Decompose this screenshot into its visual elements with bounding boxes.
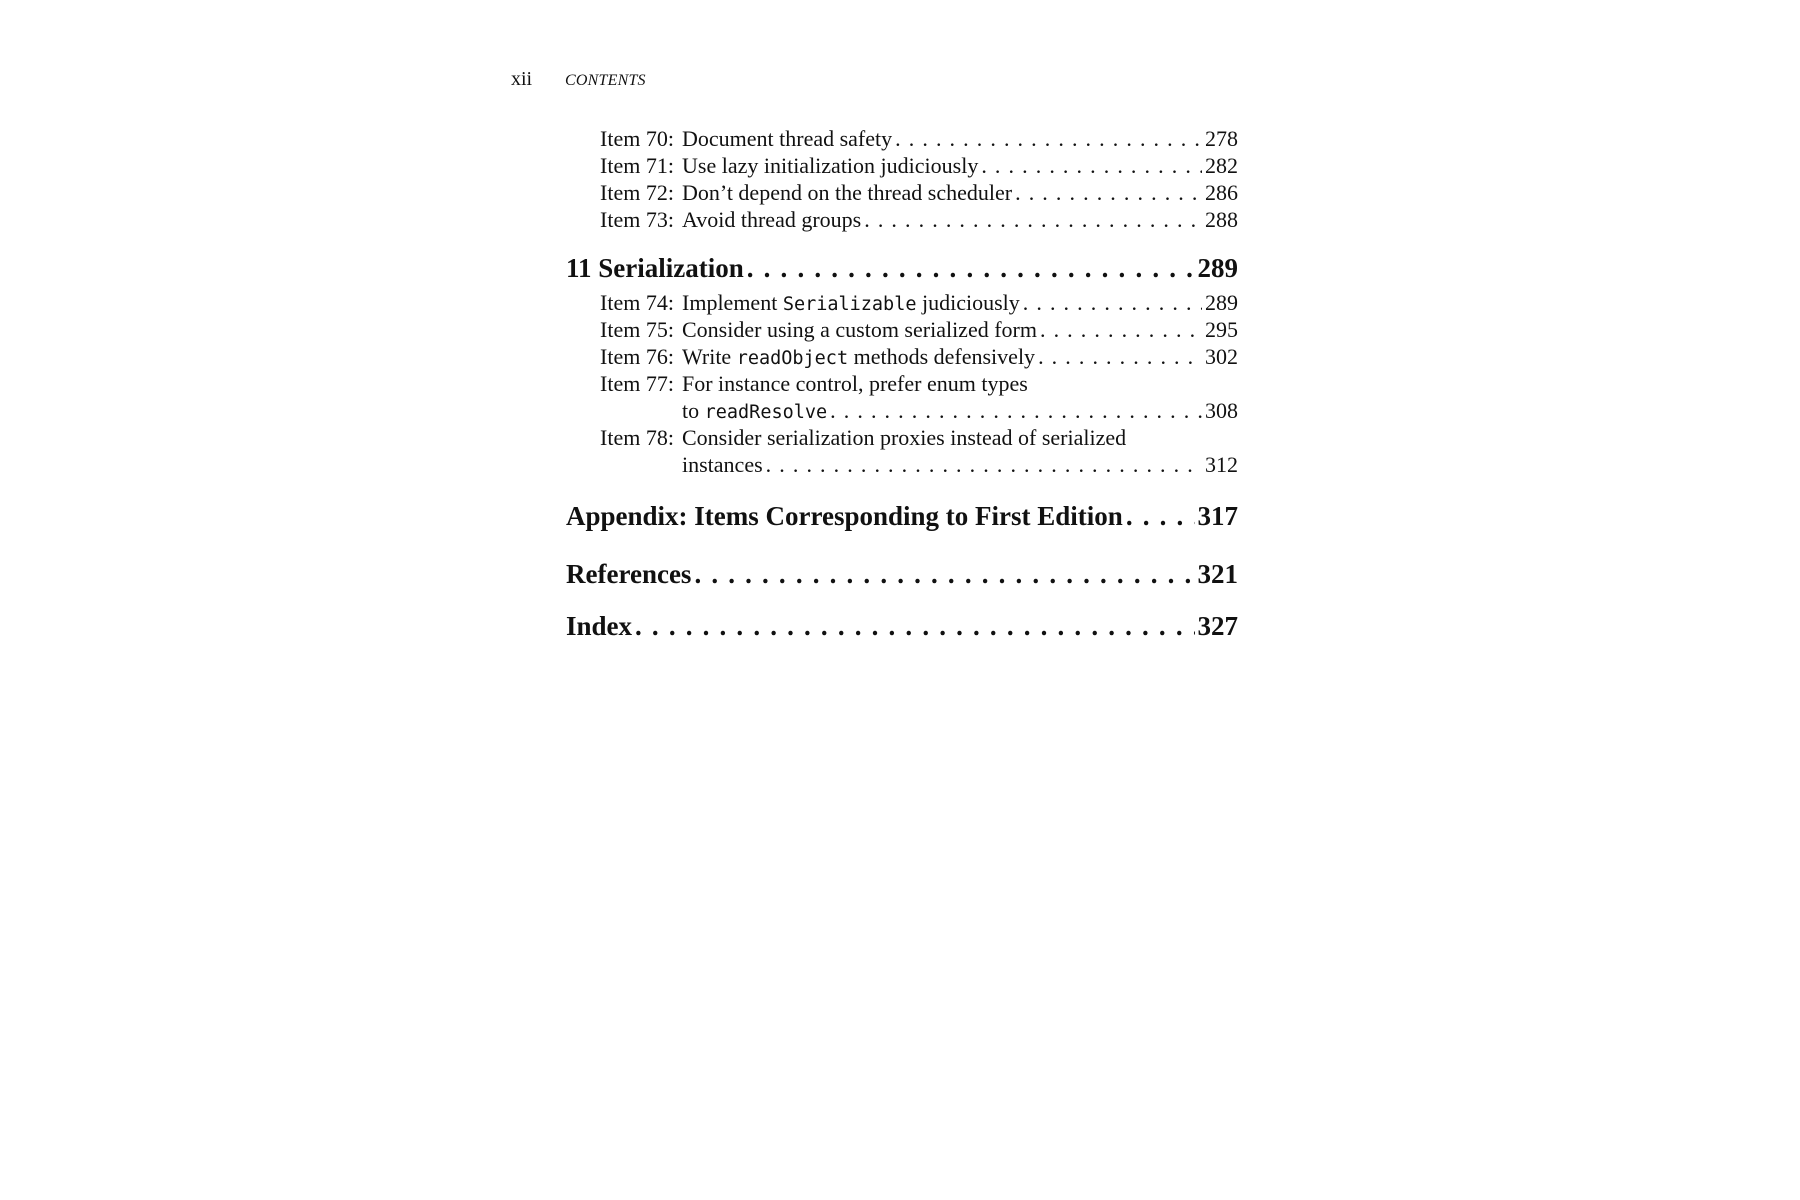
page-number: 295 — [1205, 317, 1238, 342]
dot-leader — [635, 611, 1194, 642]
toc-chapter-11[interactable] — [566, 253, 1238, 289]
appendix-title: Appendix: Items Corresponding to First Edition — [566, 501, 1123, 531]
item-code: Serializable — [782, 294, 917, 315]
item-title: Don’t depend on the thread scheduler — [682, 180, 1013, 205]
chapter-title: 11 Serialization — [566, 253, 744, 283]
item-code: readResolve — [704, 402, 828, 423]
item-title: For instance control, prefer enum types — [682, 371, 1028, 396]
page-number: 327 — [1197, 611, 1238, 641]
dot-leader — [766, 452, 1202, 478]
item-title-post: methods defensively — [853, 344, 1036, 369]
toc-item-70[interactable] — [566, 126, 1238, 153]
toc-item-78[interactable] — [566, 425, 1238, 452]
dot-leader — [747, 253, 1195, 284]
item-title-pre: Write — [682, 344, 732, 369]
page-folio: xii — [511, 68, 533, 90]
page-number: 289 — [1197, 253, 1238, 283]
page-number: 286 — [1205, 180, 1238, 205]
references-title: References — [566, 559, 692, 589]
page-number: 302 — [1205, 344, 1238, 369]
item-label: Item 71: — [600, 153, 674, 178]
page-number: 321 — [1197, 559, 1238, 589]
page-number: 312 — [1205, 452, 1238, 477]
dot-leader — [1038, 344, 1202, 370]
item-label: Item 73: — [600, 207, 674, 232]
toc-appendix[interactable] — [566, 501, 1238, 537]
toc-item-71[interactable] — [566, 153, 1238, 180]
item-title: Consider serialization proxies instead of serialized — [682, 425, 1127, 450]
toc-index[interactable] — [566, 611, 1238, 647]
item-code: readObject — [736, 348, 849, 369]
running-head — [511, 68, 646, 94]
toc-references[interactable] — [566, 559, 1238, 595]
toc-item-76[interactable] — [566, 344, 1238, 371]
item-label: Item 77: — [600, 371, 674, 396]
page-number: 317 — [1197, 501, 1238, 531]
item-label: Item 70: — [600, 126, 674, 151]
index-title: Index — [566, 611, 633, 641]
dot-leader — [1023, 290, 1202, 316]
toc-item-77-continuation[interactable] — [566, 398, 1238, 425]
item-title-post: judiciously — [921, 290, 1020, 315]
toc-item-74[interactable] — [566, 290, 1238, 317]
page-number: 288 — [1205, 207, 1238, 232]
dot-leader — [981, 153, 1202, 179]
page-number: 289 — [1205, 290, 1238, 315]
toc-item-77[interactable] — [566, 371, 1238, 398]
item-title-continued: instances — [682, 452, 763, 477]
item-label: Item 75: — [600, 317, 674, 342]
table-of-contents — [566, 126, 1238, 647]
item-label: Item 72: — [600, 180, 674, 205]
page-number: 308 — [1205, 398, 1238, 423]
toc-item-78-continuation[interactable] — [566, 452, 1238, 479]
dot-leader — [1015, 180, 1202, 206]
dot-leader — [694, 559, 1194, 590]
item-label: Item 74: — [600, 290, 674, 315]
item-title-pre: Implement — [682, 290, 778, 315]
dot-leader — [1126, 501, 1195, 532]
page-number: 282 — [1205, 153, 1238, 178]
item-title: Use lazy initialization judiciously — [682, 153, 979, 178]
dot-leader — [864, 207, 1202, 233]
toc-item-72[interactable] — [566, 180, 1238, 207]
toc-item-73[interactable] — [566, 207, 1238, 234]
dot-leader — [895, 126, 1202, 152]
running-head-title: CONTENTS — [565, 72, 646, 89]
dot-leader — [1040, 317, 1202, 343]
toc-item-75[interactable] — [566, 317, 1238, 344]
item-label: Item 76: — [600, 344, 674, 369]
item-title: Document thread safety — [682, 126, 893, 151]
page-number: 278 — [1205, 126, 1238, 151]
item-title: Avoid thread groups — [682, 207, 862, 232]
dot-leader — [830, 398, 1202, 424]
item-title-pre: to — [682, 398, 700, 423]
item-label: Item 78: — [600, 425, 674, 450]
item-title: Consider using a custom serialized form — [682, 317, 1037, 342]
